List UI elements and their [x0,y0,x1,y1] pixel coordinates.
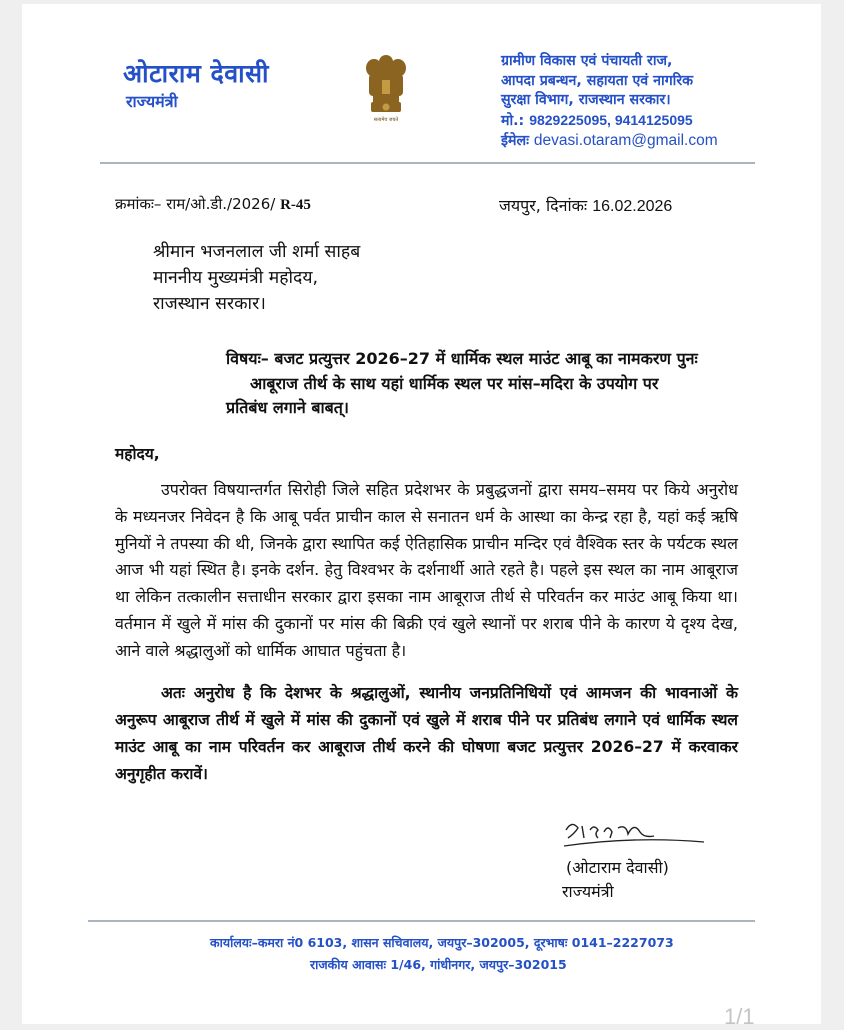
reference-code: R-45 [280,197,311,213]
subject-line: प्रतिबंध लगाने बाबत्। [226,398,349,417]
footer-divider [88,920,755,922]
department-block [501,52,718,152]
signatory-designation: राज्यमंत्री [562,882,614,901]
office-address: कार्यालयः–कमरा नं0 6103, शासन सचिवालय, जयपुर–302005, दूरभाषः 0141–2227073 [210,935,674,950]
sender-designation: राज्यमंत्री [126,92,178,111]
reference-number [115,194,311,214]
residence-address: राजकीय आवासः 1/46, गांधीनगर, जयपुर–302015 [310,957,567,972]
phone-numbers: 9829225095, 9414125095 [529,111,693,128]
email-label: ईमेलः [501,133,529,149]
addressee-block [153,239,360,317]
department-line: सुरक्षा विभाग, राजस्थान सरकार। [501,92,671,108]
phone-label: मो.: [501,112,525,129]
date-label: जयपुर, दिनांकः [499,196,588,215]
subject-block [226,347,698,421]
subject-label: विषयः– [226,349,269,368]
page-indicator: 1/1 [724,1004,755,1029]
emblem-caption: सत्यमेव जयते [373,117,399,123]
body-paragraph [115,477,738,665]
letter-date [499,194,672,216]
header-divider [100,162,755,164]
signature-icon [560,816,710,856]
department-line: ग्रामीण विकास एवं पंचायती राज, [501,53,673,69]
body-paragraph [115,680,738,788]
email-row [501,131,718,152]
paragraph-text: उपरोक्त विषयान्तर्गत सिरोही जिले सहित प्रदेशभर के प्रबुद्धजनों द्वारा समय–समय पर किये अनुरोध के मध्यनजर निवेदन है कि आबू पर्वत प्राचीन काल से सनातन धर्म के आस्था का केन्द्र रहा है, यहां कई ऋषि मुनियों ने तपस्या की थी, जिनके द्वारा स्थापित कई ऐतिहासिक प्राचीन मन्दिर एवं वैश्विक स्तर के पर्यटक स्थल आज भी यहां स्थित है। इनके दर्शन. हेतु विश्वभर के दर्शनार्थी आते रहते है। पहले इस स्थल का नाम आबूराज था लेकिन तत्कालीन सत्ताधीन सरकार द्वारा इसका नाम आबूराज तीर्थ से परिवर्तन कर माउंट आबू किया था। वर्तमान में खुले में मांस की दुकानों पर मांस की बिक्री एवं खुले स्थानों पर शराब पीने के कारण ये दृश्य देख, आने वाले श्रद्धालुओं को धार्मिक आघात पहुंचता है। [115,480,738,660]
subject-line: बजट प्रत्युत्तर 2026–27 में धार्मिक स्थल माउंट आबू का नामकरण पुनः [274,349,698,368]
addressee-line: माननीय मुख्यमंत्री महोदय, [153,268,319,288]
paragraph-text: अतः अनुरोध है कि देशभर के श्रद्धालुओं, स्थानीय जनप्रतिनिधियों एवं आमजन की भावनाओं के अनुरूप आबूराज तीर्थ में खुले में मांस की दुकानों एवं खुले में शराब पीने पर प्रतिबंध लगाने एवं धार्मिक स्थल माउंट आबू का नाम परिवर्तन कर आबूराज तीर्थ करने की घोषणा बजट प्रत्युत्तर 2026–27 में करवाकर अनुगृहीत करावें। [115,684,738,783]
email-address: devasi.otaram@gmail.com [533,132,718,149]
department-line: आपदा प्रबन्धन, सहायता एवं नागरिक [501,72,694,89]
sender-name: ओटाराम देवासी [123,59,270,88]
addressee-line: राजस्थान सरकार। [153,294,266,314]
phone-row [501,111,718,132]
subject-line: आबूराज तीर्थ के साथ यहां धार्मिक स्थल पर मांस–मदिरा के उपयोग पर [250,373,659,393]
letter-page [22,4,821,1024]
reference-label: क्रमांकः– राम/ओ.डी./2026/ [115,195,276,213]
signatory-name: (ओटाराम देवासी) [566,858,669,877]
addressee-line: श्रीमान भजनलाल जी शर्मा साहब [153,242,361,262]
salutation: महोदय, [115,445,160,463]
state-emblem-icon [361,52,411,124]
date-value: 16.02.2026 [592,198,673,215]
